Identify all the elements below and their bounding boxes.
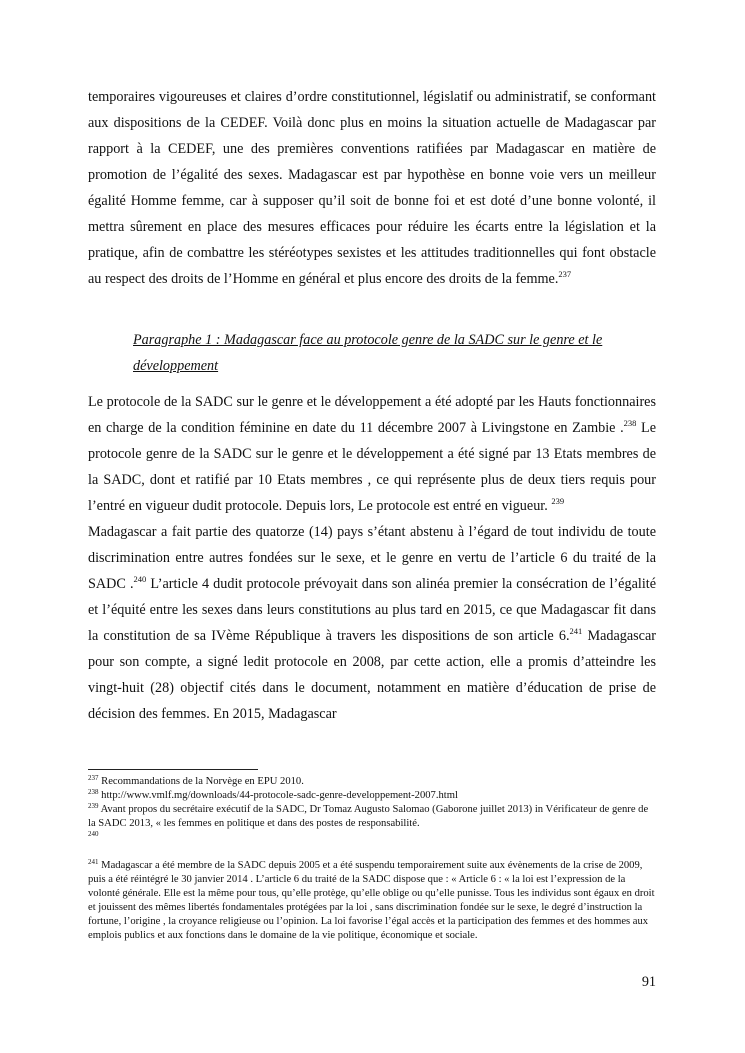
- paragraph-3-text-c: Madagascar pour son compte, a signé ledit protocole en 2008, par cette action, elle a promis d’atteindre les vingt-huit (28) objectif cités dans le document, notamment en matière d’éducation de prise de décision des femmes. En 2015, Madagascar: [88, 628, 656, 722]
- footnotes: [88, 775, 656, 943]
- footnote-ref-240[interactable]: 240: [133, 574, 147, 584]
- body-paragraph-1: [88, 84, 656, 292]
- page-number: 91: [641, 974, 656, 990]
- footnote-text: Recommandations de la Norvège en EPU 2010.: [98, 776, 304, 787]
- footnote-text: Avant propos du secrétaire exécutif de la SADC, Dr Tomaz Augusto Salomao (Gaborone juillet 2013) in Vérificateur de genre de la SADC 2013, « les femmes en politique et dans des postes de responsabilité.: [88, 804, 649, 829]
- footnote-ref-238[interactable]: 238: [623, 418, 637, 428]
- body-paragraph-2: [88, 389, 656, 727]
- paragraph-3-text-a: Madagascar a fait partie des quatorze (14) pays s’étant abstenu à l’égard de tout individu de toute discrimination entre autres fondées sur le sexe, et le genre en vertu de l’article 6 du traité de la SADC .: [88, 524, 656, 592]
- paragraph-3-text-b: L’article 4 dudit protocole prévoyait dans son alinéa premier la consécration de l’égalité et l’équité entre les sexes dans leurs constitutions au plus tard en 2015, ce que Madagascar fit dans la constitution de sa IVème République à travers les dispositions de son article 6.: [88, 576, 656, 644]
- footnote-number: 241: [88, 858, 99, 866]
- footnote-ref-237[interactable]: 237: [558, 269, 572, 279]
- paragraph-2-text-a: Le protocole de la SADC sur le genre et le développement a été adopté par les Hauts fonctionnaires en charge de la condition féminine en date du 11 décembre 2007 à Livingstone en Zambie .: [88, 394, 656, 436]
- paragraph-2-text-b: Le protocole genre de la SADC sur le genre et le développement a été signé par 13 Etats membres de la SADC, dont et ratifié par 10 Etats membres , ce qui représente plus de deux tiers requis pour l’entré en vigueur dudit protocole. Depuis lors, Le protocole est entré en vigueur.: [88, 420, 656, 514]
- footnote-ref-239[interactable]: 239: [551, 496, 565, 506]
- footnote-241: [88, 859, 656, 943]
- footnote-240: [88, 831, 656, 845]
- footnote-number: 238: [88, 788, 99, 796]
- footnote-gap: [88, 845, 656, 859]
- footnote-238: [88, 789, 656, 803]
- paragraph-1-text: temporaires vigoureuses et claires d’ordre constitutionnel, législatif ou administratif, se conformant aux dispositions de la CEDEF. Voilà donc plus en moins la situation actuelle de Madagascar par rapport à la CEDEF, une des premières conventions ratifiées par Madagascar en matière de promotion de l’égalité des sexes. Madagascar est par hypothèse en bonne voie vers un meilleur égalité Homme femme, car à supposer qu’il soit de bonne foi et est doté d’une bonne volonté, il mettra sûrement en place des mesures efficaces pour réduire les écarts entre la législation et la pratique, afin de combattre les stéréotypes sexistes et les attitudes traditionnelles qui font obstacle au respect des droits de l’Homme en général et plus encore des droits de la femme.: [88, 89, 656, 287]
- footnote-237: [88, 775, 656, 789]
- footnote-separator: [88, 769, 258, 770]
- footnote-239: [88, 803, 656, 831]
- footnote-number: 240: [88, 830, 99, 838]
- section-heading: Paragraphe 1 : Madagascar face au protocole genre de la SADC sur le genre et le développement: [133, 332, 603, 374]
- footnote-number: 237: [88, 774, 99, 782]
- body-paragraph-3: [88, 519, 656, 727]
- footnote-number: 239: [88, 802, 99, 810]
- footnote-ref-241[interactable]: 241: [569, 626, 583, 636]
- footnote-link[interactable]: http://www.vmlf.mg/downloads/44-protocole-sadc-genre-developpement-2007.html: [98, 790, 458, 801]
- footnote-text: Madagascar a été membre de la SADC depuis 2005 et a été suspendu temporairement suite aux évènements de la crise de 2009, puis a été réintégré le 30 janvier 2014 . L’article 6 du traité de la SADC dispose que : « Article 6 : « la loi est l’expression de la volonté générale. Elle est la même pour tous, qu’elle protège, qu’elle oblige ou qu’elle punisse. Tous les individus sont égaux en droit et jouissent des mêmes libertés fondamentales protégées par la loi , sans discrimination fondée sur le sexe, le degré d’instruction la fortune, l’origine , la croyance religieuse ou l’opinion. La loi favorise l’égal accès et la participation des femmes et des hommes aux emplois publics et aux fonctions dans le domaine de la vie politique, économique et sociale.: [88, 860, 655, 941]
